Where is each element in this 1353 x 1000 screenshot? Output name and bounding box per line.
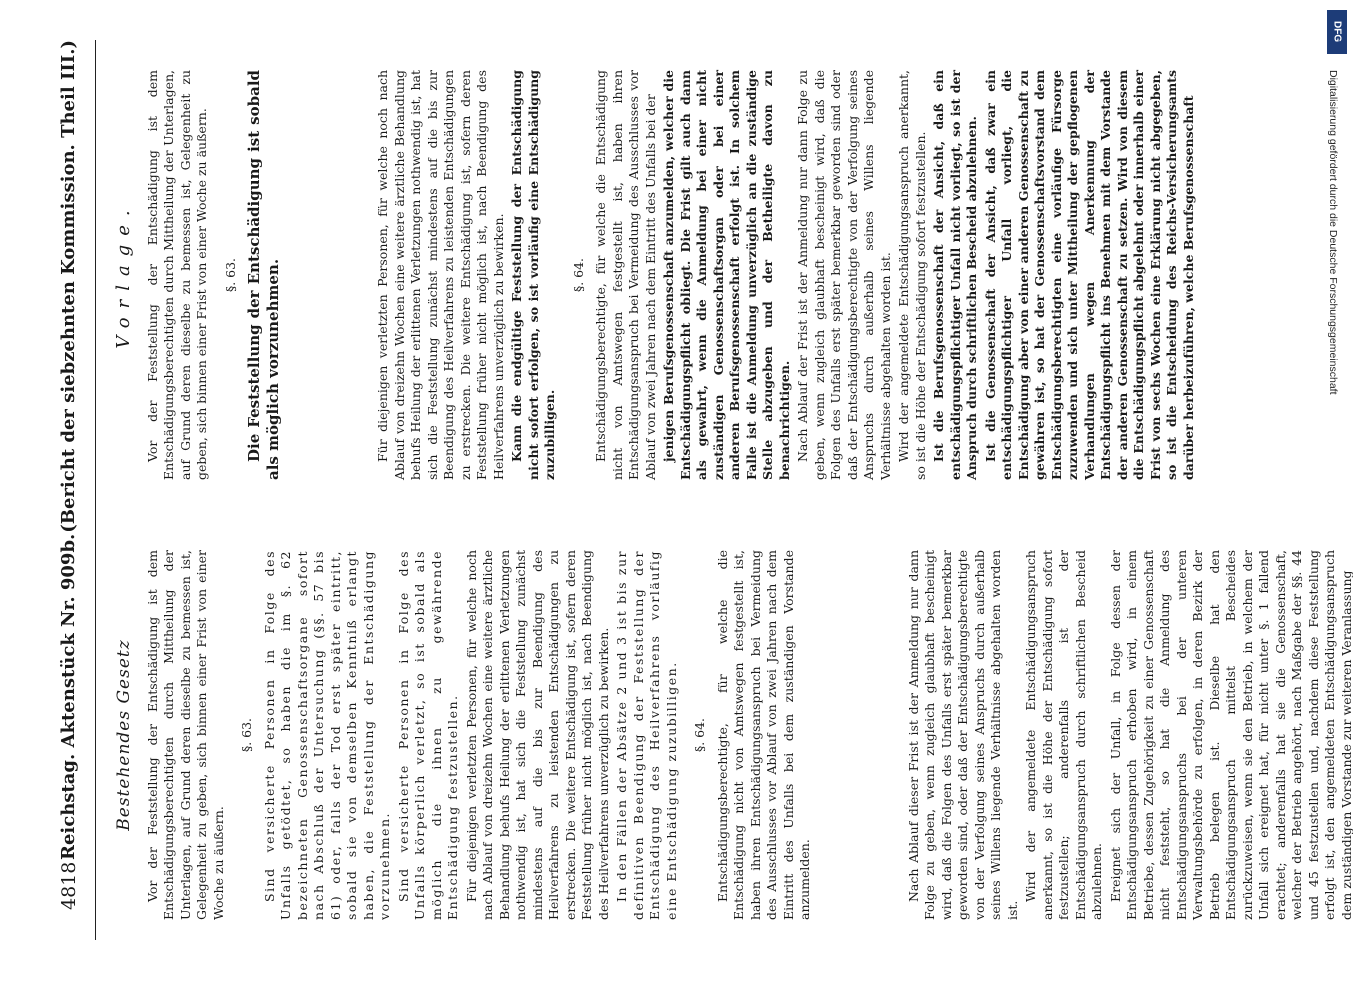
digitization-credit: Digitalisierung gefördert durch die Deutsche Forschungsgemeinschaft xyxy=(1327,70,1339,395)
left-section-64: §. 64. xyxy=(692,717,707,753)
left-section-63: §. 63. xyxy=(239,717,254,753)
page-number: 4818 xyxy=(58,861,80,910)
left-column-heading: Bestehendes Gesetz xyxy=(114,639,134,831)
left-p64-3: Wird der angemeldete Entschädigungsanspruch anerkannt, so ist die Höhe der Entschädigung sofort festzustellen; anderenfalls ist der Entschädigungsanspruch durch schriftlichen Bescheid abzulehnen. xyxy=(1023,550,1104,920)
right-p63-2: Für diejenigen verletzten Personen, für welche noch nach Ablauf von dreizehn Wochen eine weitere ärztliche Behandlung behufs Heilung der erlittenen Verletzungen nothwendig ist, hat sich die Feststellung zunächst mindestens auf die bis zur Beendigung des Heilverfahrens zu leistenden Entschädigungen zu erstrecken. Die weitere Entschädigung ist, sofern deren Feststellung früher nicht möglich ist, nach Beendigung des Heilverfahrens unverzüglich zu bewirken. xyxy=(375,70,506,480)
dfg-logo: DFG xyxy=(1327,10,1347,54)
right-p64-1b: jenigen Berufsgenossenschaft anzumelden, welcher die Entschädigungspflicht obliegt. Die Frist gilt auch dann als gewahrt, wenn die Anmeldung bei einer nicht zuständigen Genossenschaftsorgan oder bei einer anderen Berufsgenossenschaft erfolgt ist. In solchem Falle ist die Anmeldung unverzüglich an die zuständige Stelle abzugeben und der Betheiligte davon zu benachrichtigen. xyxy=(661,70,792,480)
right-p64-2: Nach Ablauf der Frist ist der Anmeldung nur dann Folge zu geben, wenn zugleich glaubhaft bescheinigt wird, daß die Folgen des Unfalls erst später bemerkbar geworden sind oder daß der Entschädigungsberechtigte von der Verfolgung seines Anspruchs durch außerhalb seines Willens liegende Verhältnisse abgehalten worden ist. xyxy=(795,70,893,480)
left-p63-4: In den Fällen der Absätze 2 und 3 ist bis zur definitiven Beendigung der Feststellung der Entschädigung des Heilverfahrens vorläufig eine Entschädigung zuzubilligen. xyxy=(614,550,679,920)
right-p63-3: Kann die endgültige Feststellung der Entschädigung nicht sofort erfolgen, so ist vorläufig eine Entschädigung zuzubilligen. xyxy=(509,70,557,480)
right-intro: Vor der Feststellung der Entschädigung ist dem Entschädigungsberechtigten durch Mittheilung der Unterlagen, auf Grund deren dieselbe zu bemessen ist, Gelegenheit zu geben, sich binnen einer Frist von einer Woche zu äußern. xyxy=(144,70,209,480)
header-left-title: Reichstag. Aktenstück Nr. 909b. xyxy=(58,533,79,860)
left-p63-2: Sind versicherte Personen in Folge des Unfalls körperlich verletzt, so ist sobald als möglich die ihnen zu gewährende Entschädigung festzustellen. xyxy=(395,550,460,920)
left-p64-4: Ereignet sich der Unfall, in Folge dessen der Entschädigungsanspruch erhoben wird, in einem Betriebe, dessen Zugehörigkeit zu einer Genossenschaft nicht feststeht, so hat die Anmeldung des Entschädigungsanspruchs bei der unteren Verwaltungsbehörde zu erfolgen, in deren Bezirk der Betrieb belegen ist. Dieselbe hat den Entschädigungsanspruch mittelst Bescheides zurückzuweisen, wenn sie den Betrieb, in welchem der Unfall sich ereignet hat, für nicht unter §. 1 fallend erachtet; anderenfalls hat sie die Genossenschaft, welcher der Betrieb angehört, nach Maßgabe der §§. 44 und 45 festzustellen und, nachdem diese Feststellung erfolgt ist, den angemeldeten Entschädigungsanspruch dem zuständigen Vorstande zur weiteren Veranlassung xyxy=(1107,550,1353,920)
right-column-heading: Vorlage. xyxy=(113,201,134,349)
page-header xyxy=(40,40,96,940)
header-right-title: (Bericht der siebzehnten Kommission. Theil III.) xyxy=(58,40,79,533)
left-intro: Vor der Feststellung der Entschädigung ist dem Entschädigungsberechtigten durch Mittheilung der Unterlagen, auf Grund deren dieselbe zu bemessen ist, Gelegenheit zu geben, sich binnen einer Frist von einer Woche zu äußern. xyxy=(144,550,226,920)
right-p64-3a: Wird der angemeldete Entschädigungsanspruch anerkannt, so ist die Höhe der Entschädigung sofort festzustellen. xyxy=(896,70,928,480)
left-p64-2: Nach Ablauf dieser Frist ist der Anmeldung nur dann Folge zu geben, wenn zugleich glaubhaft bescheinigt wird, daß die Folgen des Unfalls erst später bemerkbar geworden sind, oder daß der Entschädigungsberechtigte von der Verfolgung seines Anspruchs durch außerhalb seines Willens liegende Verhältnisse abgehalten worden ist. xyxy=(905,550,1020,920)
right-section-64: §. 64. xyxy=(570,257,586,293)
right-p64-1a: Entschädigungsberechtigte, für welche die Entschädigung nicht von Amtswegen festgestellt ist, haben ihren Entschädigungsanspruch bei Vermeidung des Ausschlusses vor Ablauf von zwei Jahren nach dem Eintritt des Unfalls bei der xyxy=(593,70,658,480)
right-section-63: §. 63. xyxy=(222,257,238,293)
right-p63-1: Die Feststellung der Entschädigung ist sobald als möglich vorzunehmen. xyxy=(245,70,282,480)
left-p63-1: Sind versicherte Personen in Folge des Unfalls getödtet, so haben die im §. 62 bezeichneten Genossenschaftsorgane sofort nach Abschluß der Untersuchung (§§. 57 bis 61) oder, falls der Tod erst später eintritt, sobald sie von demselben Kenntniß erlangt haben, die Feststellung der Entschädigung vorzunehmen. xyxy=(261,550,392,920)
right-p64-3b: Ist die Berufsgenossenschaft der Ansicht, daß ein entschädigungspflichtiger Unfall nicht vorliegt, so ist der Anspruch durch schriftlichen Bescheid abzulehnen. xyxy=(931,70,979,480)
right-column xyxy=(110,70,1199,480)
left-p63-3: Für diejenigen verletzten Personen, für welche noch nach Ablauf von dreizehn Wochen eine weitere ärztliche Behandlung behufs Heilung der erlittenen Verletzungen nothwendig ist, hat sich die Feststellung zunächst mindestens auf die bis zur Beendigung des Heilverfahrens zu leistenden Entschädigungen zu erstrecken. Die weitere Entschädigung ist, sofern deren Feststellung früher nicht möglich ist, nach Beendigung des Heilverfahrens unverzüglich zu bewirken. xyxy=(463,550,611,920)
right-p64-4: Ist die Genossenschaft der Ansicht, daß zwar ein entschädigungspflichtiger Unfall vorliegt, die Entschädigung aber von einer anderen Genossenschaft zu gewähren ist, so hat der Genossenschaftsvorstand dem Entschädigungsberechtigten eine vorläufige Fürsorge zuzuwenden und sich unter Mittheilung der gepflogenen Verhandlungen wegen Anerkennung der Entschädigungspflicht ins Benehmen mit dem Vorstande der anderen Genossenschaft zu setzen. Wird von diesem die Entschädigungspflicht abgelehnt oder innerhalb einer Frist von sechs Wochen eine Erklärung nicht abgegeben, so ist die Entscheidung des Reichs-Versicherungsamts darüber herbeizuführen, welche Berufsgenossenschaft xyxy=(982,70,1196,480)
left-p64-1: Entschädigungsberechtigte, für welche die Entschädigung nicht von Amtswegen festgestellt ist, haben ihren Entschädigungsanspruch bei Vermeidung des Ausschlusses vor Ablauf von zwei Jahren nach dem Eintritt des Unfalls bei dem zuständigen Vorstande anzumelden. xyxy=(714,550,812,920)
left-column xyxy=(110,550,1353,920)
